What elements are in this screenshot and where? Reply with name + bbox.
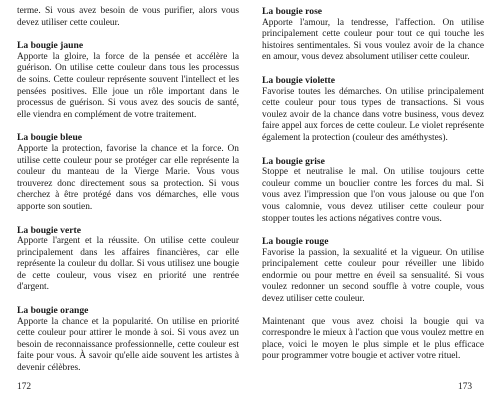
right-page [262, 6, 484, 374]
section-title: La bougie orange [17, 305, 89, 317]
section-title: La bougie rose [262, 6, 323, 17]
section-bougie-violette [262, 75, 484, 145]
section-title: La bougie rouge [262, 236, 329, 248]
section-title: La bougie jaune [17, 40, 84, 52]
section-bougie-orange [17, 305, 239, 375]
section-title: La bougie violette [262, 74, 336, 86]
section-text: Apporte l'argent et la réussite. On utilise cette couleur principalement dans les affaires financières, car elle représente la couleur du dollar. Si vous utilisez une bougie de cette couleur, vous visez en priorité une rentrée d'argent. [17, 236, 239, 293]
page-number-left: 172 [17, 382, 32, 392]
section-title: La bougie bleue [17, 132, 83, 144]
closing-section [262, 317, 484, 363]
left-page [17, 6, 239, 386]
section-text: Favorise toutes les démarches. On utilise principalement cette couleur pour tous types de transactions. Si vous voulez avoir de la chance dans votre business, vous devez faire appel aux forces de cette couleur. Le violet représente également la protection (couleur des améthystes). [262, 86, 484, 143]
section-text: Apporte la protection, favorise la chance et la force. On utilise cette couleur pour se protéger car elle représente la couleur du manteau de la Vierge Marie. Vous vous trouverez donc directement sous sa protection. Si vous cherchez à être protégé dans vos démarches, elle vous apporte son soutien. [17, 143, 239, 212]
section-title: La bougie verte [17, 224, 81, 236]
left-intro [17, 6, 239, 29]
section-bougie-rouge [262, 236, 484, 306]
intro-paragraph: terme. Si vous avez besoin de vous purifier, alors vous devez utiliser cette couleur. [17, 6, 239, 28]
section-bougie-jaune [17, 40, 239, 121]
page-number-right: 173 [458, 382, 473, 392]
section-text: Apporte la chance et la popularité. On utilise en priorité cette couleur pour attirer le monde à soi. Si vous avez un besoin de reconnaissance professionnelle, cette couleur est faite pour vous. À savoir qu'elle aide souvent les artistes à devenir célèbres. [17, 316, 239, 374]
section-title: La bougie grise [262, 155, 325, 167]
section-text: Stoppe et neutralise le mal. On utilise toujours cette couleur comme un bouclier contre les forces du mal. Si vous avez l'impression que l'on vous jalouse ou que l'on vous calomnie, vous devez utiliser cette couleur pour stopper toutes les actions négatives contre vous. [262, 167, 484, 224]
section-bougie-rose [262, 6, 484, 64]
section-text: Apporte la gloire, la force de la pensée et accélère la guérison. On utilise cette couleur dans tous les processus de soins. Cette couleur représente souvent l'intellect et les pensées positives. Elle joue un rôle important dans le processus de guérison. Si vous avez des soucis de santé, elle viendra en complément de votre traitement. [17, 51, 239, 120]
section-bougie-bleue [17, 132, 239, 213]
section-text: Apporte l'amour, la tendresse, l'affection. On utilise principalement cette couleur pour tout ce qui touche les histoires sentimentales. Si vous voulez avoir de la chance en amour, vous devez absolument utiliser cette couleur. [262, 17, 484, 63]
section-bougie-grise [262, 156, 484, 226]
section-text: Favorise la passion, la sexualité et la vigueur. On utilise principalement cette couleur pour réveiller une libido endormie ou pour mettre en éveil sa sensualité. Si vous voulez redonner un second souffle à votre couple, vous devez utiliser cette couleur. [262, 247, 484, 305]
section-bougie-verte [17, 225, 239, 295]
closing-paragraph: Maintenant que vous avez choisi la bougie qui va correspondre le mieux à l'action que vous voulez mettre en place, voici le moyen le plus simple et le plus efficace pour programmer votre bougie et activer votre rituel. [262, 316, 484, 362]
